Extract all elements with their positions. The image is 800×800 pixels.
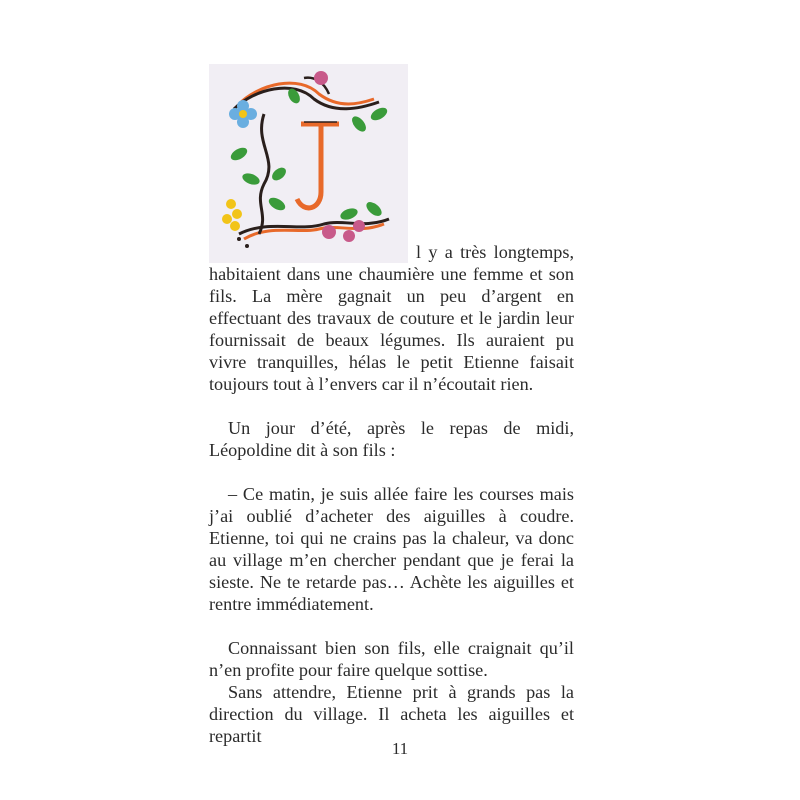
page-number: 11 <box>391 739 409 758</box>
illuminated-initial <box>209 64 408 263</box>
paragraph: l y a très longtemps, habitaient dans une chaumière une femme et son fils. La mère gagnait un peu d’argent en effectuant des travaux de couture et le jardin leur fournissait de beaux légumes. Ils auraient pu vivre tranquilles, hélas le petit Etienne faisait toujours tout à l’envers car il n’écoutait rien. <box>209 242 574 394</box>
paragraph: Connaissant bien son fils, elle craignait qu’il n’en profite pour faire quelque sottise. <box>209 638 574 680</box>
body-text <box>209 241 574 747</box>
paragraph: Sans attendre, Etienne prit à grands pas la direction du village. Il acheta les aiguilles et repartit <box>209 682 574 746</box>
paragraph: – Ce matin, je suis allée faire les courses mais j’ai oublié d’acheter des aiguilles à coudre. Etienne, toi qui ne crains pas la chaleur, va donc au village m’en chercher pendant que je ferai la sieste. Ne te retarde pas… Achète les aiguilles et rentre immédiatement. <box>209 484 574 614</box>
paragraph: Un jour d’été, après le repas de midi, Léopoldine dit à son fils : <box>209 418 574 460</box>
illuminated-initial-drawing <box>209 64 408 263</box>
